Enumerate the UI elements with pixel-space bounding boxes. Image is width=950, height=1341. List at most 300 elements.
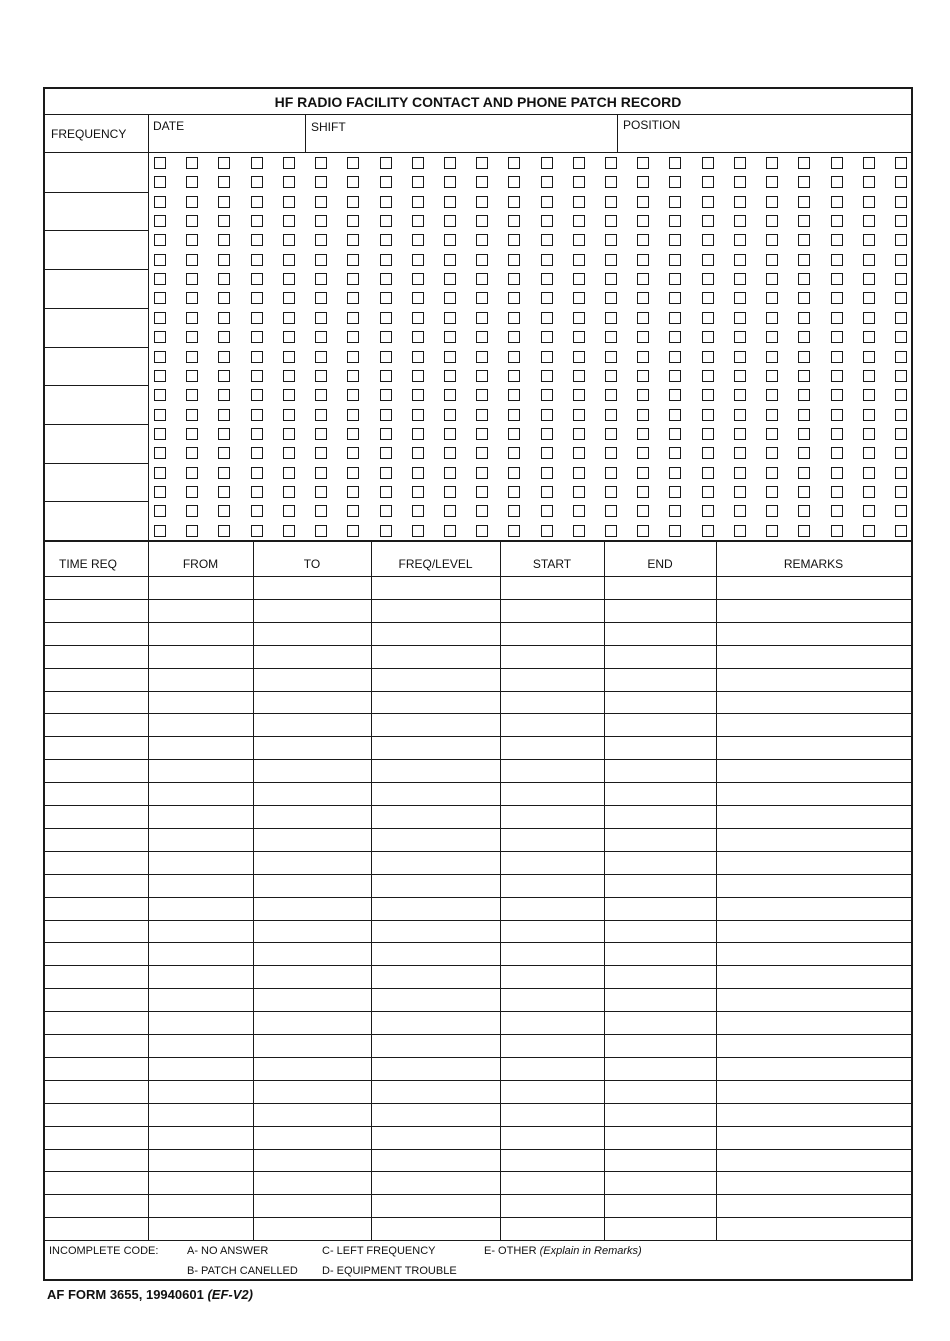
contact-checkbox[interactable] bbox=[605, 467, 617, 479]
contact-checkbox[interactable] bbox=[541, 292, 553, 304]
contact-checkbox[interactable] bbox=[669, 389, 681, 401]
table-cell[interactable] bbox=[716, 759, 911, 782]
contact-checkbox[interactable] bbox=[347, 331, 359, 343]
contact-checkbox[interactable] bbox=[863, 525, 875, 537]
contact-checkbox[interactable] bbox=[863, 331, 875, 343]
contact-checkbox[interactable] bbox=[251, 157, 263, 169]
contact-checkbox[interactable] bbox=[895, 312, 907, 324]
contact-checkbox[interactable] bbox=[186, 486, 198, 498]
contact-checkbox[interactable] bbox=[895, 351, 907, 363]
table-cell[interactable] bbox=[148, 576, 253, 599]
contact-checkbox[interactable] bbox=[154, 292, 166, 304]
contact-checkbox[interactable] bbox=[766, 331, 778, 343]
table-cell[interactable] bbox=[253, 1149, 371, 1172]
table-cell[interactable] bbox=[148, 622, 253, 645]
table-cell[interactable] bbox=[604, 691, 716, 714]
contact-checkbox[interactable] bbox=[508, 409, 520, 421]
contact-checkbox[interactable] bbox=[444, 312, 456, 324]
contact-checkbox[interactable] bbox=[186, 370, 198, 382]
contact-checkbox[interactable] bbox=[669, 486, 681, 498]
contact-checkbox[interactable] bbox=[251, 196, 263, 208]
contact-checkbox[interactable] bbox=[573, 292, 585, 304]
table-cell[interactable] bbox=[253, 1126, 371, 1149]
contact-checkbox[interactable] bbox=[734, 486, 746, 498]
table-cell[interactable] bbox=[253, 805, 371, 828]
contact-checkbox[interactable] bbox=[508, 176, 520, 188]
table-cell[interactable] bbox=[716, 576, 911, 599]
contact-checkbox[interactable] bbox=[798, 486, 810, 498]
contact-checkbox[interactable] bbox=[283, 196, 295, 208]
contact-checkbox[interactable] bbox=[283, 486, 295, 498]
table-cell[interactable] bbox=[45, 965, 148, 988]
table-cell[interactable] bbox=[716, 851, 911, 874]
table-cell[interactable] bbox=[604, 851, 716, 874]
contact-checkbox[interactable] bbox=[573, 176, 585, 188]
table-cell[interactable] bbox=[371, 645, 500, 668]
contact-checkbox[interactable] bbox=[412, 525, 424, 537]
contact-checkbox[interactable] bbox=[766, 254, 778, 266]
contact-checkbox[interactable] bbox=[831, 351, 843, 363]
contact-checkbox[interactable] bbox=[218, 428, 230, 440]
table-cell[interactable] bbox=[148, 782, 253, 805]
contact-checkbox[interactable] bbox=[863, 428, 875, 440]
contact-checkbox[interactable] bbox=[669, 273, 681, 285]
contact-checkbox[interactable] bbox=[218, 157, 230, 169]
contact-checkbox[interactable] bbox=[347, 409, 359, 421]
contact-checkbox[interactable] bbox=[637, 196, 649, 208]
table-cell[interactable] bbox=[371, 1217, 500, 1240]
table-cell[interactable] bbox=[148, 805, 253, 828]
contact-checkbox[interactable] bbox=[347, 351, 359, 363]
table-cell[interactable] bbox=[716, 1171, 911, 1194]
contact-checkbox[interactable] bbox=[637, 312, 649, 324]
contact-checkbox[interactable] bbox=[605, 273, 617, 285]
contact-checkbox[interactable] bbox=[186, 525, 198, 537]
table-cell[interactable] bbox=[500, 942, 604, 965]
table-cell[interactable] bbox=[253, 828, 371, 851]
contact-checkbox[interactable] bbox=[251, 525, 263, 537]
table-cell[interactable] bbox=[371, 691, 500, 714]
contact-checkbox[interactable] bbox=[508, 351, 520, 363]
table-cell[interactable] bbox=[371, 1126, 500, 1149]
table-cell[interactable] bbox=[716, 713, 911, 736]
table-cell[interactable] bbox=[253, 1057, 371, 1080]
table-cell[interactable] bbox=[716, 622, 911, 645]
contact-checkbox[interactable] bbox=[283, 447, 295, 459]
contact-checkbox[interactable] bbox=[798, 215, 810, 227]
contact-checkbox[interactable] bbox=[573, 331, 585, 343]
contact-checkbox[interactable] bbox=[863, 467, 875, 479]
table-cell[interactable] bbox=[604, 805, 716, 828]
table-cell[interactable] bbox=[148, 1103, 253, 1126]
table-cell[interactable] bbox=[371, 736, 500, 759]
table-cell[interactable] bbox=[45, 897, 148, 920]
shift-field[interactable]: SHIFT bbox=[311, 120, 346, 134]
contact-checkbox[interactable] bbox=[218, 196, 230, 208]
contact-checkbox[interactable] bbox=[541, 447, 553, 459]
table-cell[interactable] bbox=[148, 1057, 253, 1080]
contact-checkbox[interactable] bbox=[895, 447, 907, 459]
table-cell[interactable] bbox=[604, 1080, 716, 1103]
contact-checkbox[interactable] bbox=[605, 389, 617, 401]
contact-checkbox[interactable] bbox=[637, 215, 649, 227]
contact-checkbox[interactable] bbox=[154, 312, 166, 324]
contact-checkbox[interactable] bbox=[315, 467, 327, 479]
contact-checkbox[interactable] bbox=[637, 370, 649, 382]
table-cell[interactable] bbox=[604, 782, 716, 805]
table-cell[interactable] bbox=[716, 736, 911, 759]
contact-checkbox[interactable] bbox=[315, 254, 327, 266]
contact-checkbox[interactable] bbox=[702, 525, 714, 537]
table-cell[interactable] bbox=[371, 988, 500, 1011]
contact-checkbox[interactable] bbox=[347, 428, 359, 440]
frequency-entry-cell[interactable] bbox=[45, 269, 148, 308]
frequency-entry-cell[interactable] bbox=[45, 347, 148, 386]
contact-checkbox[interactable] bbox=[444, 428, 456, 440]
table-cell[interactable] bbox=[253, 874, 371, 897]
table-cell[interactable] bbox=[604, 759, 716, 782]
contact-checkbox[interactable] bbox=[541, 525, 553, 537]
contact-checkbox[interactable] bbox=[798, 234, 810, 246]
table-cell[interactable] bbox=[148, 942, 253, 965]
table-cell[interactable] bbox=[148, 1149, 253, 1172]
contact-checkbox[interactable] bbox=[895, 234, 907, 246]
contact-checkbox[interactable] bbox=[831, 196, 843, 208]
table-cell[interactable] bbox=[716, 645, 911, 668]
contact-checkbox[interactable] bbox=[218, 505, 230, 517]
contact-checkbox[interactable] bbox=[541, 331, 553, 343]
contact-checkbox[interactable] bbox=[895, 215, 907, 227]
contact-checkbox[interactable] bbox=[605, 409, 617, 421]
contact-checkbox[interactable] bbox=[412, 428, 424, 440]
table-cell[interactable] bbox=[604, 1034, 716, 1057]
contact-checkbox[interactable] bbox=[605, 312, 617, 324]
contact-checkbox[interactable] bbox=[734, 447, 746, 459]
contact-checkbox[interactable] bbox=[412, 486, 424, 498]
contact-checkbox[interactable] bbox=[154, 351, 166, 363]
contact-checkbox[interactable] bbox=[798, 389, 810, 401]
contact-checkbox[interactable] bbox=[702, 292, 714, 304]
table-cell[interactable] bbox=[716, 691, 911, 714]
contact-checkbox[interactable] bbox=[895, 389, 907, 401]
table-cell[interactable] bbox=[45, 713, 148, 736]
contact-checkbox[interactable] bbox=[444, 351, 456, 363]
contact-checkbox[interactable] bbox=[766, 273, 778, 285]
position-field[interactable]: POSITION bbox=[623, 118, 681, 132]
table-cell[interactable] bbox=[500, 897, 604, 920]
table-cell[interactable] bbox=[253, 622, 371, 645]
table-cell[interactable] bbox=[253, 1080, 371, 1103]
table-cell[interactable] bbox=[371, 1149, 500, 1172]
table-cell[interactable] bbox=[253, 645, 371, 668]
contact-checkbox[interactable] bbox=[380, 312, 392, 324]
contact-checkbox[interactable] bbox=[476, 176, 488, 188]
contact-checkbox[interactable] bbox=[218, 215, 230, 227]
table-cell[interactable] bbox=[148, 851, 253, 874]
contact-checkbox[interactable] bbox=[863, 273, 875, 285]
contact-checkbox[interactable] bbox=[186, 312, 198, 324]
contact-checkbox[interactable] bbox=[637, 273, 649, 285]
table-cell[interactable] bbox=[45, 759, 148, 782]
table-cell[interactable] bbox=[253, 713, 371, 736]
contact-checkbox[interactable] bbox=[798, 292, 810, 304]
contact-checkbox[interactable] bbox=[444, 447, 456, 459]
contact-checkbox[interactable] bbox=[218, 331, 230, 343]
contact-checkbox[interactable] bbox=[766, 409, 778, 421]
contact-checkbox[interactable] bbox=[347, 215, 359, 227]
table-cell[interactable] bbox=[716, 1194, 911, 1217]
contact-checkbox[interactable] bbox=[315, 292, 327, 304]
table-cell[interactable] bbox=[500, 920, 604, 943]
contact-checkbox[interactable] bbox=[412, 234, 424, 246]
contact-checkbox[interactable] bbox=[412, 351, 424, 363]
table-cell[interactable] bbox=[371, 805, 500, 828]
table-cell[interactable] bbox=[45, 920, 148, 943]
contact-checkbox[interactable] bbox=[154, 273, 166, 285]
contact-checkbox[interactable] bbox=[605, 157, 617, 169]
contact-checkbox[interactable] bbox=[831, 273, 843, 285]
contact-checkbox[interactable] bbox=[315, 447, 327, 459]
table-cell[interactable] bbox=[500, 1149, 604, 1172]
contact-checkbox[interactable] bbox=[702, 428, 714, 440]
contact-checkbox[interactable] bbox=[412, 389, 424, 401]
contact-checkbox[interactable] bbox=[315, 505, 327, 517]
contact-checkbox[interactable] bbox=[347, 505, 359, 517]
table-cell[interactable] bbox=[604, 1149, 716, 1172]
table-cell[interactable] bbox=[716, 828, 911, 851]
table-cell[interactable] bbox=[45, 805, 148, 828]
contact-checkbox[interactable] bbox=[605, 525, 617, 537]
contact-checkbox[interactable] bbox=[412, 447, 424, 459]
contact-checkbox[interactable] bbox=[444, 176, 456, 188]
contact-checkbox[interactable] bbox=[154, 486, 166, 498]
contact-checkbox[interactable] bbox=[831, 447, 843, 459]
contact-checkbox[interactable] bbox=[508, 467, 520, 479]
table-cell[interactable] bbox=[500, 1011, 604, 1034]
contact-checkbox[interactable] bbox=[798, 428, 810, 440]
table-cell[interactable] bbox=[716, 599, 911, 622]
contact-checkbox[interactable] bbox=[347, 525, 359, 537]
table-cell[interactable] bbox=[500, 599, 604, 622]
contact-checkbox[interactable] bbox=[734, 196, 746, 208]
contact-checkbox[interactable] bbox=[637, 331, 649, 343]
contact-checkbox[interactable] bbox=[444, 331, 456, 343]
contact-checkbox[interactable] bbox=[186, 505, 198, 517]
contact-checkbox[interactable] bbox=[702, 409, 714, 421]
contact-checkbox[interactable] bbox=[637, 409, 649, 421]
table-cell[interactable] bbox=[45, 1034, 148, 1057]
contact-checkbox[interactable] bbox=[669, 351, 681, 363]
contact-checkbox[interactable] bbox=[605, 196, 617, 208]
contact-checkbox[interactable] bbox=[476, 467, 488, 479]
table-cell[interactable] bbox=[148, 897, 253, 920]
contact-checkbox[interactable] bbox=[380, 196, 392, 208]
table-cell[interactable] bbox=[500, 1034, 604, 1057]
contact-checkbox[interactable] bbox=[508, 370, 520, 382]
contact-checkbox[interactable] bbox=[831, 486, 843, 498]
table-cell[interactable] bbox=[716, 668, 911, 691]
contact-checkbox[interactable] bbox=[186, 215, 198, 227]
table-cell[interactable] bbox=[253, 736, 371, 759]
contact-checkbox[interactable] bbox=[283, 331, 295, 343]
table-cell[interactable] bbox=[45, 1217, 148, 1240]
contact-checkbox[interactable] bbox=[541, 234, 553, 246]
table-cell[interactable] bbox=[716, 1057, 911, 1080]
contact-checkbox[interactable] bbox=[476, 234, 488, 246]
contact-checkbox[interactable] bbox=[412, 176, 424, 188]
contact-checkbox[interactable] bbox=[476, 428, 488, 440]
contact-checkbox[interactable] bbox=[218, 273, 230, 285]
contact-checkbox[interactable] bbox=[573, 409, 585, 421]
contact-checkbox[interactable] bbox=[186, 447, 198, 459]
contact-checkbox[interactable] bbox=[508, 389, 520, 401]
table-cell[interactable] bbox=[45, 1126, 148, 1149]
contact-checkbox[interactable] bbox=[476, 157, 488, 169]
contact-checkbox[interactable] bbox=[283, 389, 295, 401]
table-cell[interactable] bbox=[253, 965, 371, 988]
contact-checkbox[interactable] bbox=[380, 370, 392, 382]
table-cell[interactable] bbox=[604, 828, 716, 851]
table-cell[interactable] bbox=[148, 736, 253, 759]
contact-checkbox[interactable] bbox=[702, 254, 714, 266]
contact-checkbox[interactable] bbox=[251, 312, 263, 324]
table-cell[interactable] bbox=[253, 897, 371, 920]
contact-checkbox[interactable] bbox=[573, 486, 585, 498]
contact-checkbox[interactable] bbox=[154, 196, 166, 208]
table-cell[interactable] bbox=[371, 965, 500, 988]
contact-checkbox[interactable] bbox=[734, 351, 746, 363]
table-cell[interactable] bbox=[45, 736, 148, 759]
contact-checkbox[interactable] bbox=[573, 196, 585, 208]
contact-checkbox[interactable] bbox=[798, 370, 810, 382]
contact-checkbox[interactable] bbox=[315, 486, 327, 498]
table-cell[interactable] bbox=[500, 1080, 604, 1103]
contact-checkbox[interactable] bbox=[347, 196, 359, 208]
contact-checkbox[interactable] bbox=[380, 157, 392, 169]
contact-checkbox[interactable] bbox=[863, 389, 875, 401]
contact-checkbox[interactable] bbox=[380, 428, 392, 440]
contact-checkbox[interactable] bbox=[283, 157, 295, 169]
contact-checkbox[interactable] bbox=[251, 447, 263, 459]
contact-checkbox[interactable] bbox=[508, 447, 520, 459]
contact-checkbox[interactable] bbox=[315, 389, 327, 401]
table-cell[interactable] bbox=[371, 942, 500, 965]
contact-checkbox[interactable] bbox=[766, 370, 778, 382]
contact-checkbox[interactable] bbox=[315, 409, 327, 421]
contact-checkbox[interactable] bbox=[702, 273, 714, 285]
contact-checkbox[interactable] bbox=[541, 176, 553, 188]
contact-checkbox[interactable] bbox=[476, 254, 488, 266]
contact-checkbox[interactable] bbox=[541, 351, 553, 363]
contact-checkbox[interactable] bbox=[895, 505, 907, 517]
table-cell[interactable] bbox=[604, 1011, 716, 1034]
table-cell[interactable] bbox=[716, 1126, 911, 1149]
contact-checkbox[interactable] bbox=[573, 389, 585, 401]
table-cell[interactable] bbox=[500, 713, 604, 736]
contact-checkbox[interactable] bbox=[798, 176, 810, 188]
contact-checkbox[interactable] bbox=[669, 196, 681, 208]
contact-checkbox[interactable] bbox=[798, 467, 810, 479]
contact-checkbox[interactable] bbox=[476, 292, 488, 304]
table-cell[interactable] bbox=[371, 828, 500, 851]
contact-checkbox[interactable] bbox=[669, 331, 681, 343]
contact-checkbox[interactable] bbox=[702, 196, 714, 208]
table-cell[interactable] bbox=[500, 691, 604, 714]
table-cell[interactable] bbox=[148, 920, 253, 943]
table-cell[interactable] bbox=[500, 782, 604, 805]
contact-checkbox[interactable] bbox=[315, 273, 327, 285]
contact-checkbox[interactable] bbox=[283, 254, 295, 266]
contact-checkbox[interactable] bbox=[186, 196, 198, 208]
contact-checkbox[interactable] bbox=[669, 157, 681, 169]
contact-checkbox[interactable] bbox=[218, 467, 230, 479]
table-cell[interactable] bbox=[604, 1057, 716, 1080]
frequency-entry-cell[interactable] bbox=[45, 192, 148, 231]
contact-checkbox[interactable] bbox=[476, 215, 488, 227]
contact-checkbox[interactable] bbox=[476, 389, 488, 401]
table-cell[interactable] bbox=[371, 1057, 500, 1080]
contact-checkbox[interactable] bbox=[702, 312, 714, 324]
table-cell[interactable] bbox=[716, 1080, 911, 1103]
contact-checkbox[interactable] bbox=[831, 370, 843, 382]
contact-checkbox[interactable] bbox=[734, 215, 746, 227]
contact-checkbox[interactable] bbox=[573, 215, 585, 227]
contact-checkbox[interactable] bbox=[573, 467, 585, 479]
table-cell[interactable] bbox=[604, 1103, 716, 1126]
contact-checkbox[interactable] bbox=[734, 234, 746, 246]
contact-checkbox[interactable] bbox=[476, 273, 488, 285]
contact-checkbox[interactable] bbox=[186, 254, 198, 266]
contact-checkbox[interactable] bbox=[508, 486, 520, 498]
table-cell[interactable] bbox=[716, 805, 911, 828]
contact-checkbox[interactable] bbox=[283, 409, 295, 421]
contact-checkbox[interactable] bbox=[444, 157, 456, 169]
contact-checkbox[interactable] bbox=[637, 292, 649, 304]
table-cell[interactable] bbox=[253, 851, 371, 874]
contact-checkbox[interactable] bbox=[315, 525, 327, 537]
contact-checkbox[interactable] bbox=[444, 525, 456, 537]
contact-checkbox[interactable] bbox=[251, 467, 263, 479]
contact-checkbox[interactable] bbox=[218, 234, 230, 246]
table-cell[interactable] bbox=[716, 942, 911, 965]
contact-checkbox[interactable] bbox=[186, 428, 198, 440]
contact-checkbox[interactable] bbox=[831, 312, 843, 324]
contact-checkbox[interactable] bbox=[863, 312, 875, 324]
contact-checkbox[interactable] bbox=[315, 370, 327, 382]
contact-checkbox[interactable] bbox=[831, 331, 843, 343]
table-cell[interactable] bbox=[604, 736, 716, 759]
contact-checkbox[interactable] bbox=[605, 215, 617, 227]
contact-checkbox[interactable] bbox=[444, 273, 456, 285]
table-cell[interactable] bbox=[500, 1171, 604, 1194]
contact-checkbox[interactable] bbox=[734, 409, 746, 421]
table-cell[interactable] bbox=[500, 1103, 604, 1126]
contact-checkbox[interactable] bbox=[766, 428, 778, 440]
contact-checkbox[interactable] bbox=[251, 176, 263, 188]
contact-checkbox[interactable] bbox=[380, 292, 392, 304]
contact-checkbox[interactable] bbox=[508, 196, 520, 208]
contact-checkbox[interactable] bbox=[734, 157, 746, 169]
table-cell[interactable] bbox=[45, 1057, 148, 1080]
contact-checkbox[interactable] bbox=[573, 370, 585, 382]
contact-checkbox[interactable] bbox=[863, 505, 875, 517]
contact-checkbox[interactable] bbox=[573, 447, 585, 459]
contact-checkbox[interactable] bbox=[251, 234, 263, 246]
contact-checkbox[interactable] bbox=[347, 292, 359, 304]
contact-checkbox[interactable] bbox=[347, 176, 359, 188]
contact-checkbox[interactable] bbox=[412, 254, 424, 266]
contact-checkbox[interactable] bbox=[154, 467, 166, 479]
